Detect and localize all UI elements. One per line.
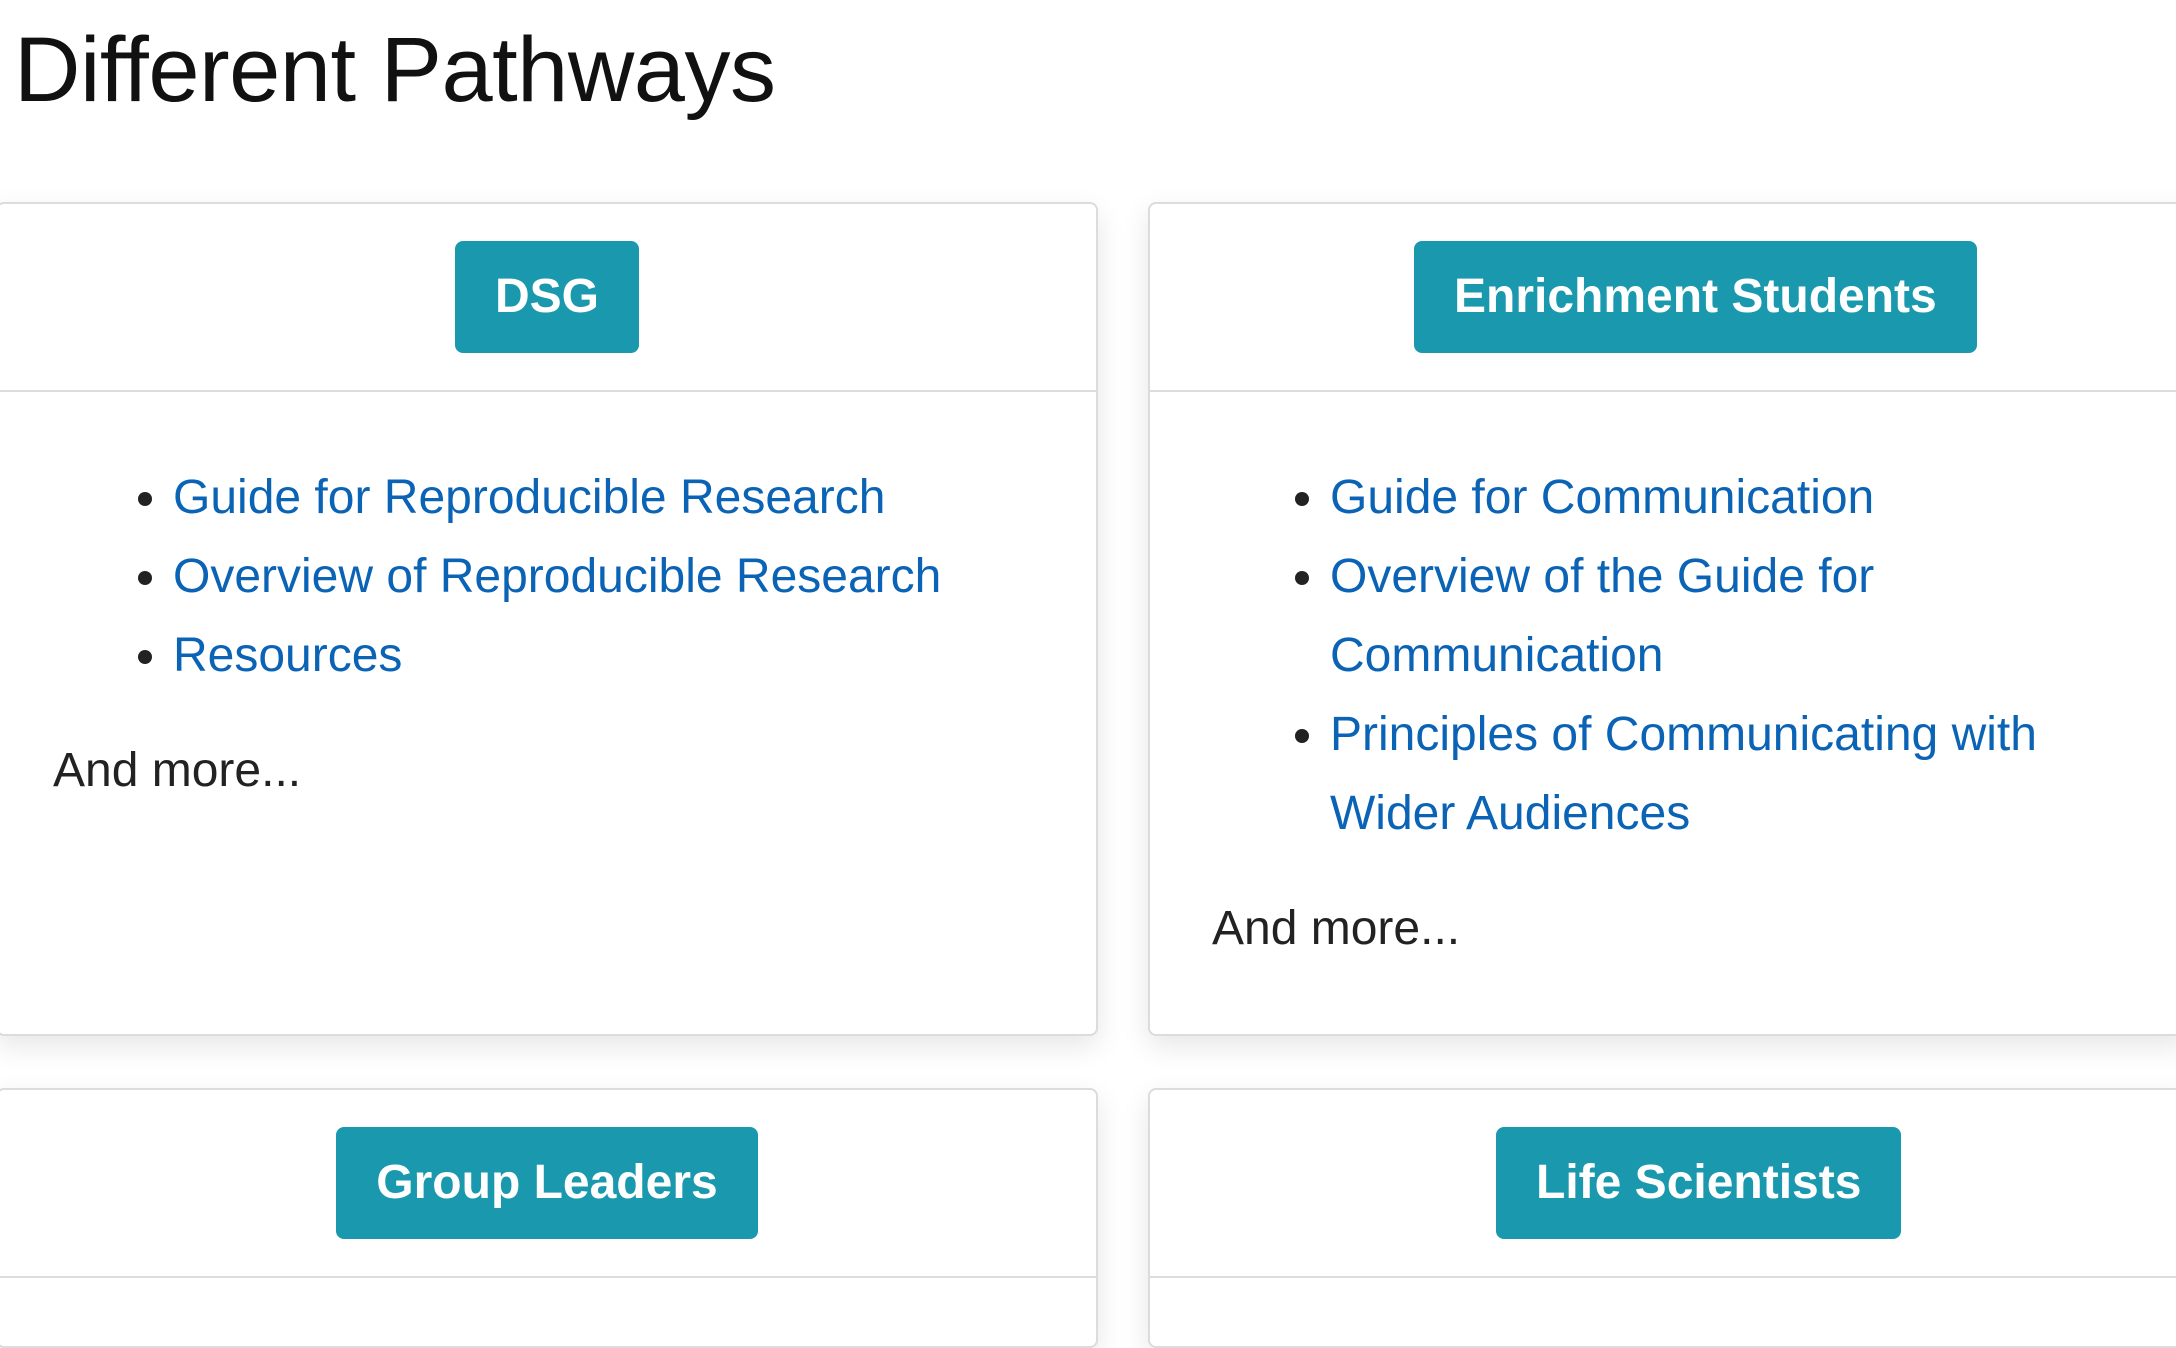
list-item [173,616,1096,695]
list-item [173,537,1096,616]
and-more-text: And more... [53,744,302,797]
life-scientists-button[interactable]: Life Scientists [1496,1127,1901,1239]
link-resources[interactable]: Resources [173,629,403,682]
pathway-card-dsg [0,202,1098,1036]
and-more-text: And more... [1212,902,1461,955]
link-overview-reproducible-research[interactable]: Overview of Reproducible Research [173,550,942,603]
pathway-card-life-scientists [1148,1088,2176,1348]
card-header [0,204,1096,392]
list-item [1330,458,2166,537]
dsg-button[interactable]: DSG [455,241,639,353]
pathway-card-enrichment-students [1148,202,2176,1036]
page-title: Different Pathways [14,19,776,121]
link-list [0,458,1096,695]
link-principles-communicating[interactable]: Principles of Communicating with Wider Audiences [1330,708,2037,840]
pathway-card-group-leaders [0,1088,1098,1348]
card-header [1150,1090,2176,1278]
list-item [1330,695,2090,853]
card-header [0,1090,1096,1278]
link-list [1150,458,2176,853]
card-header [1150,204,2176,392]
group-leaders-button[interactable]: Group Leaders [336,1127,757,1239]
link-guide-communication[interactable]: Guide for Communication [1330,471,1875,524]
enrichment-students-button[interactable]: Enrichment Students [1414,241,1977,353]
card-body [1150,392,2176,956]
list-item [1330,537,1890,695]
card-body [0,392,1096,798]
link-overview-guide-communication[interactable]: Overview of the Guide for Communication [1330,550,1875,682]
link-guide-reproducible-research[interactable]: Guide for Reproducible Research [173,471,886,524]
list-item [173,458,1096,537]
